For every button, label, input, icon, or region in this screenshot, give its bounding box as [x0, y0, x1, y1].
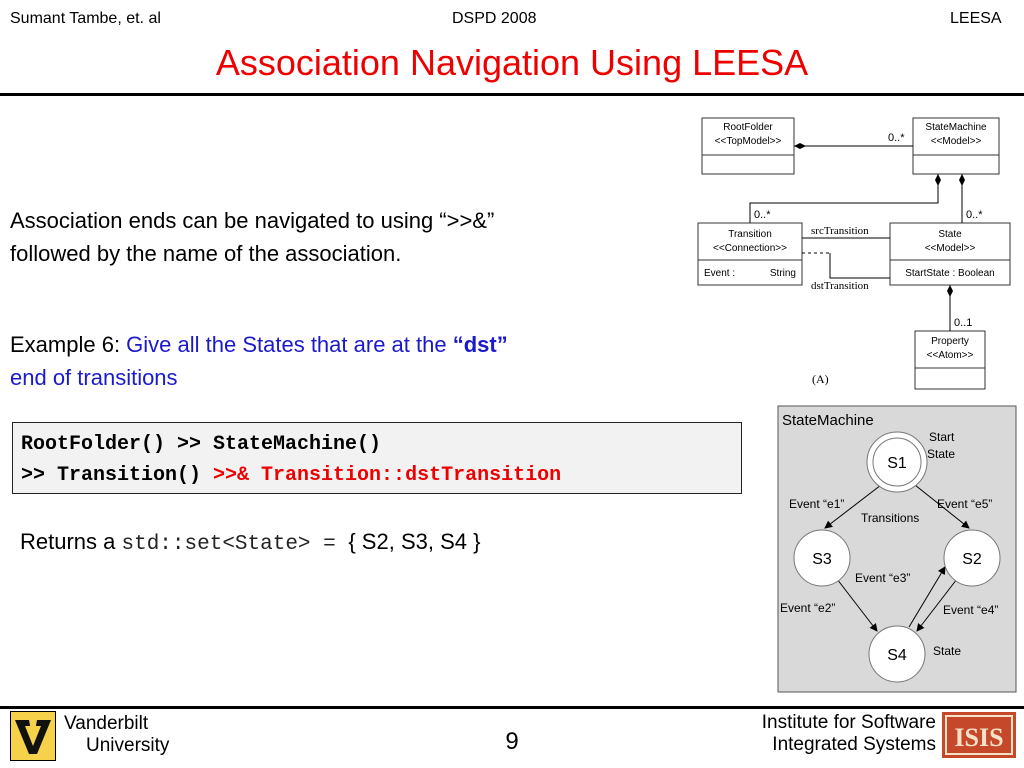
state-s2	[944, 530, 1000, 586]
transitions-label: Transitions	[861, 511, 920, 525]
sm-title: StateMachine	[782, 412, 874, 429]
rootfolder-name: RootFolder	[723, 122, 773, 133]
association-description	[10, 204, 494, 270]
returns-prefix: Returns a	[20, 529, 122, 554]
description-line-1: Association ends can be navigated to using “>>&”	[10, 208, 495, 233]
property-name: Property	[931, 336, 969, 347]
bottom-divider	[0, 706, 1024, 709]
example-dst: “dst”	[452, 332, 508, 357]
s3-label: S3	[812, 551, 832, 568]
dst-association	[830, 253, 890, 278]
state-machine-diagram	[777, 405, 1017, 693]
state-stereotype: <<Model>>	[924, 243, 976, 254]
isis-logo	[942, 712, 1016, 758]
composition-diamond	[794, 143, 806, 149]
isis-line-2: Integrated Systems	[772, 734, 936, 755]
s1-label: S1	[887, 455, 907, 472]
isis-text	[762, 712, 936, 756]
vanderbilt-line-2: University	[86, 735, 170, 756]
transition-name: Transition	[728, 229, 772, 240]
mult-sm-st: 0..*	[966, 209, 983, 221]
rootfolder-stereotype: <<TopModel>>	[714, 136, 782, 147]
e4-label: Event “e4”	[943, 603, 999, 617]
diagram-caption: (A)	[812, 372, 829, 386]
returns-value: { S2, S3, S4 }	[348, 529, 481, 554]
s4-label: S4	[887, 647, 907, 664]
statemachine-transition-link	[750, 174, 938, 223]
code-line-2-highlight: >>& Transition::dstTransition	[213, 464, 562, 487]
header-author: Sumant Tambe, et. al	[10, 10, 161, 27]
code-block	[12, 422, 742, 494]
state-s3	[794, 530, 850, 586]
property-stereotype: <<Atom>>	[926, 350, 974, 361]
src-transition-label: srcTransition	[811, 225, 869, 237]
start-label-2: State	[927, 447, 956, 461]
state-name: State	[938, 229, 962, 240]
isis-logo-text: ISIS	[954, 723, 1004, 752]
e5-label: Event “e5”	[937, 497, 993, 511]
header-topic: LEESA	[950, 10, 1002, 27]
description-line-2: followed by the name of the association.	[10, 241, 402, 266]
code-line-2	[13, 460, 741, 491]
returns-line	[20, 529, 480, 556]
statemachine-name: StateMachine	[925, 122, 987, 133]
isis-line-1: Institute for Software	[761, 712, 936, 733]
property-class	[915, 331, 985, 389]
mult-rf-sm: 0..*	[888, 132, 905, 144]
state-label: State	[933, 644, 962, 658]
state-s4	[869, 626, 925, 682]
returns-type: std::set<State> =	[121, 533, 349, 556]
example-label: Example 6:	[10, 332, 127, 357]
slide-title: Association Navigation Using LEESA	[215, 42, 809, 83]
e1-label: Event “e1”	[789, 497, 845, 511]
transition-attr-type: String	[769, 268, 796, 279]
uml-class-diagram	[690, 108, 1020, 398]
page-number: 9	[505, 728, 519, 755]
example-question-end: end of transitions	[10, 365, 178, 390]
isis-logo-icon	[942, 712, 1016, 758]
vanderbilt-line-1: Vanderbilt	[64, 713, 149, 734]
start-label-1: Start	[929, 430, 955, 444]
rootfolder-class	[702, 118, 794, 174]
example-question: Give all the States that are at the	[126, 332, 453, 357]
code-line-2-plain: >> Transition()	[21, 464, 214, 487]
statemachine-class	[913, 118, 999, 174]
e2-label: Event “e2”	[780, 601, 836, 615]
example-text	[10, 328, 508, 394]
statemachine-stereotype: <<Model>>	[930, 136, 982, 147]
state-class	[890, 223, 1010, 285]
state-s1	[867, 432, 927, 492]
s2-label: S2	[962, 551, 982, 568]
mult-st-pr: 0..1	[954, 317, 973, 329]
state-attr: StartState : Boolean	[905, 268, 995, 279]
vanderbilt-v-icon	[11, 712, 55, 760]
transition-stereotype: <<Connection>>	[713, 243, 787, 254]
vanderbilt-logo	[10, 711, 56, 761]
transition-attr-name: Event :	[704, 268, 736, 279]
dst-transition-label: dstTransition	[811, 280, 869, 292]
transition-class	[698, 223, 802, 285]
header-conference: DSPD 2008	[452, 10, 537, 27]
mult-sm-tr: 0..*	[754, 209, 771, 221]
code-line-1: RootFolder() >> StateMachine()	[21, 433, 382, 456]
top-divider	[0, 93, 1024, 96]
e3-label: Event “e3”	[855, 571, 911, 585]
